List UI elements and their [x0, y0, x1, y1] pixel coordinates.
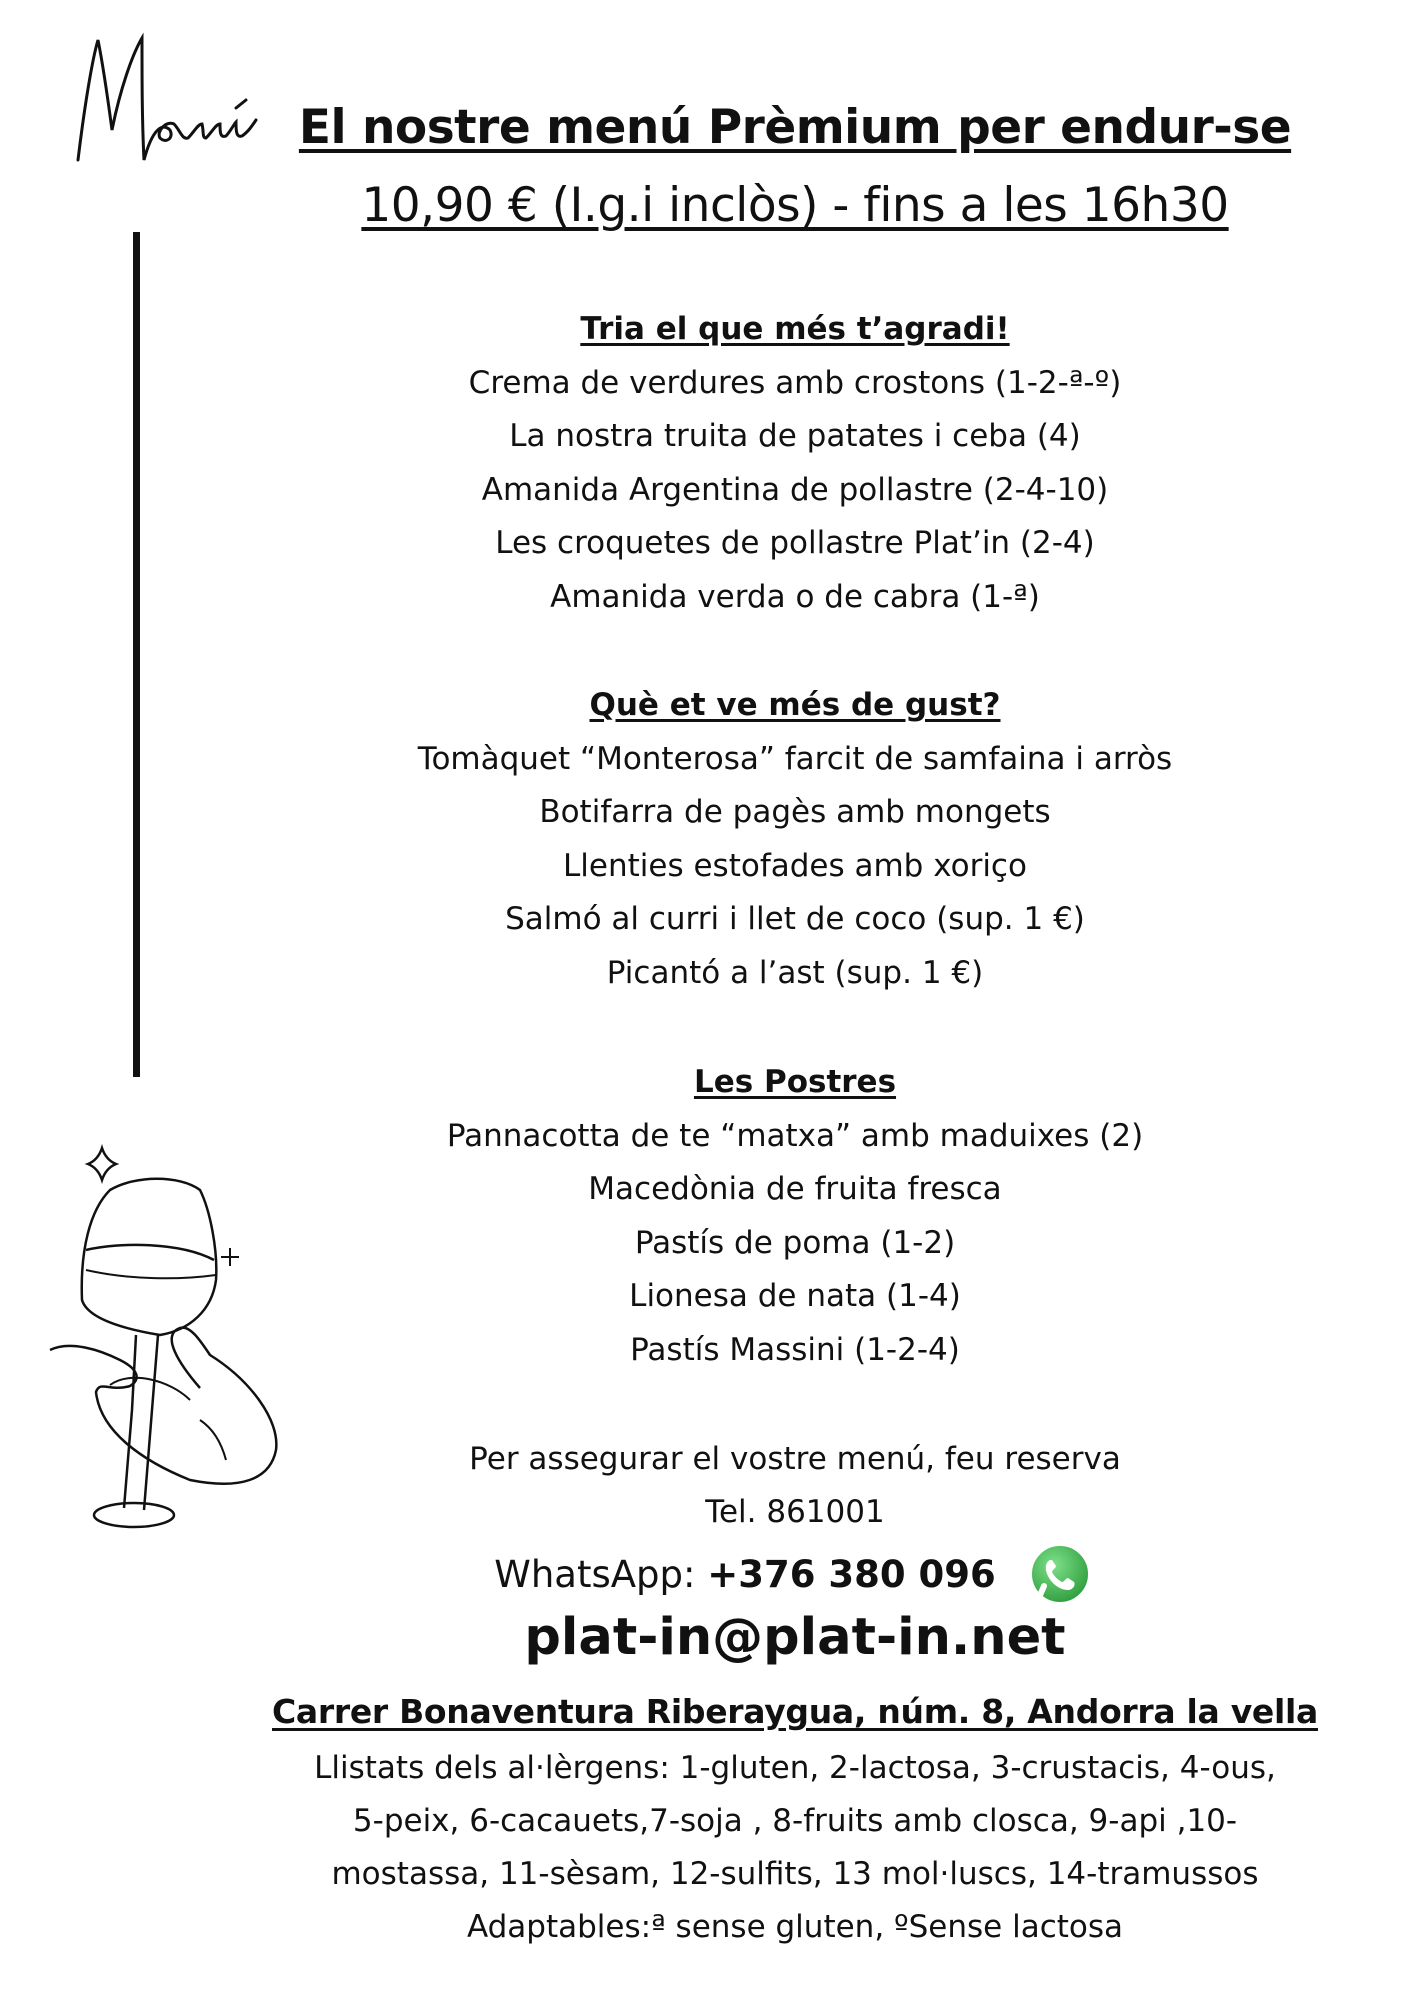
menu-item: Llenties estofades amb xoriço	[563, 847, 1027, 884]
menu-item: Pastís Massini (1-2-4)	[630, 1331, 960, 1368]
menu-item: Pastís de poma (1-2)	[634, 1224, 956, 1261]
menu-script-logo	[70, 20, 280, 170]
menu-item: Crema de verdures amb crostons (1-2-ª-º)	[468, 364, 1122, 401]
allergen-line: mostassa, 11-sèsam, 12-sulfits, 13 mol·luscs, 14-tramussos	[331, 1856, 1259, 1892]
email-address[interactable]: plat-in@plat-in.net	[524, 1608, 1066, 1667]
allergen-line: Llistats dels al·lèrgens: 1-gluten, 2-lactosa, 3-crustacis, 4-ous,	[314, 1750, 1276, 1786]
section-heading: Què et ve més de gust?	[589, 687, 1001, 723]
price-line: 10,90 € (I.g.i inclòs) - fins a les 16h30	[361, 178, 1229, 233]
menu-section-desserts	[270, 1056, 1320, 1377]
menu-item: Macedònia de fruita fresca	[588, 1171, 1002, 1207]
menu-item: Les croquetes de pollastre Plat’in (2-4)	[495, 525, 1095, 561]
menu-item: Salmó al curri i llet de coco (sup. 1 €)	[505, 901, 1085, 937]
menu-section-starters	[270, 303, 1320, 624]
menu-item: Amanida Argentina de pollastre (2-4-10)	[481, 471, 1109, 508]
menu-item: Tomàquet “Monterosa” farcit de samfaina i arròs	[417, 740, 1173, 777]
allergen-line: Adaptables:ª sense gluten, ºSense lactosa	[466, 1909, 1124, 1945]
allergen-list	[270, 1742, 1320, 1954]
whatsapp-number[interactable]: +376 380 096	[707, 1552, 996, 1596]
menu-item: Picantó a l’ast (sup. 1 €)	[606, 954, 984, 991]
phone-number[interactable]: Tel. 861001	[705, 1494, 885, 1530]
whatsapp-contact[interactable]	[270, 1538, 1320, 1610]
menu-item: La nostra truita de patates i ceba (4)	[509, 418, 1081, 454]
menu-item: Lionesa de nata (1-4)	[629, 1278, 961, 1314]
whatsapp-icon[interactable]	[1024, 1538, 1096, 1610]
menu-item: Amanida verda o de cabra (1-ª)	[550, 578, 1040, 615]
page-title: El nostre menú Prèmium per endur-se	[298, 100, 1292, 155]
street-address: Carrer Bonaventura Riberaygua, núm. 8, Andorra la vella	[272, 1692, 1318, 1731]
menu-item: Pannacotta de te “matxa” amb maduixes (2)	[446, 1117, 1144, 1154]
sparkle-icon	[221, 1248, 239, 1266]
menu-item: Botifarra de pagès amb mongets	[539, 794, 1051, 830]
reservation-info	[270, 1433, 1320, 1539]
menu-section-mains	[270, 679, 1320, 1000]
whatsapp-label: WhatsApp:	[494, 1552, 696, 1596]
section-heading: Tria el que més t’agradi!	[580, 311, 1010, 347]
reservation-text: Per assegurar el vostre menú, feu reserva	[469, 1441, 1121, 1477]
allergen-line: 5-peix, 6-cacauets,7-soja , 8-fruits amb closca, 9-api ,10-	[352, 1803, 1238, 1839]
section-heading: Les Postres	[693, 1064, 897, 1100]
menu-script-text: Menú	[70, 20, 73, 21]
vertical-divider	[133, 232, 140, 1077]
sparkle-icon	[88, 1148, 116, 1180]
